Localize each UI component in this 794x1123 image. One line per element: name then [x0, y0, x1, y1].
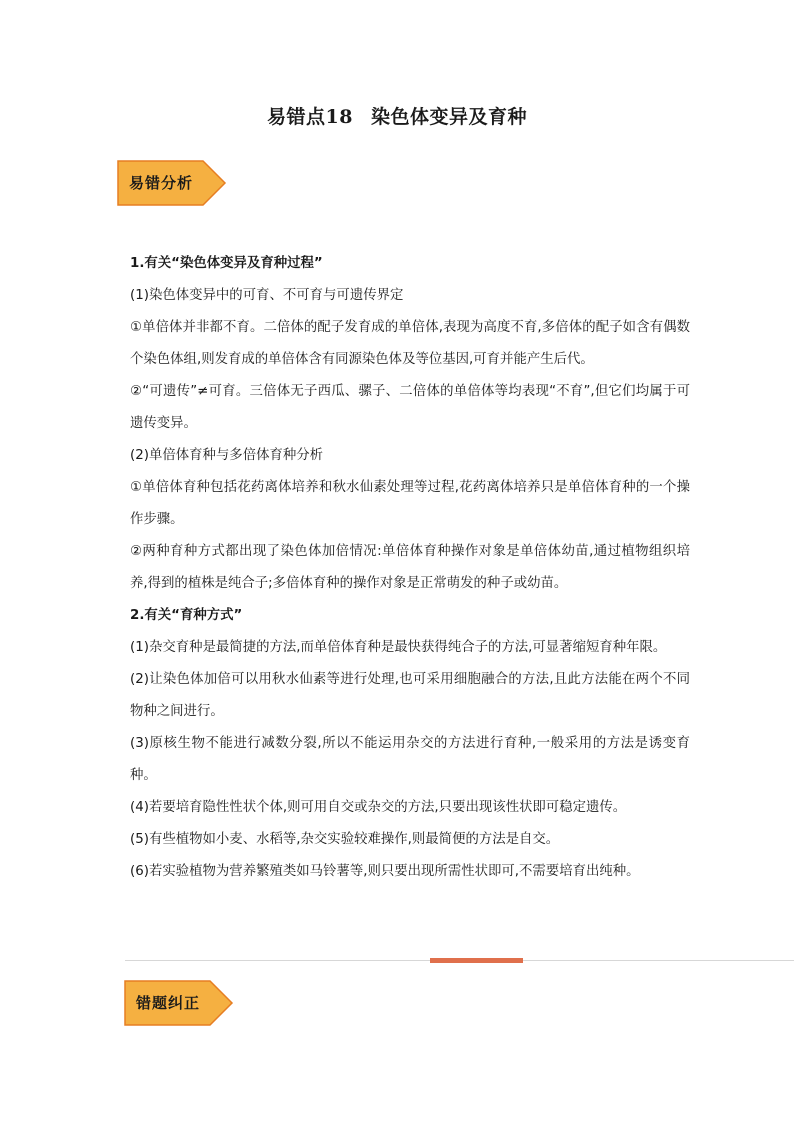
paragraph-heading-1: 1.有关“染色体变异及育种过程” — [130, 256, 323, 271]
section-tag-label: 错题纠正 — [136, 994, 201, 1012]
section-tag-analysis — [117, 160, 227, 206]
paragraph-heading-2: 2.有关“育种方式” — [130, 608, 243, 623]
paragraph: ①单倍体育种包括花药离体培养和秋水仙素处理等过程,花药离体培养只是单倍体育种的一个操作步骤。 — [130, 480, 690, 527]
page-title — [0, 102, 794, 129]
paragraph: (1)杂交育种是最简捷的方法,而单倍体育种是最快获得纯合子的方法,可显著缩短育种年限。 — [130, 640, 667, 655]
paragraph: (6)若实验植物为营养繁殖类如马铃薯等,则只要出现所需性状即可,不需要培育出纯种。 — [130, 864, 640, 879]
paragraph: (5)有些植物如小麦、水稻等,杂交实验较难操作,则最简便的方法是自交。 — [130, 832, 560, 847]
paragraph: ②两种育种方式都出现了染色体加倍情况:单倍体育种操作对象是单倍体幼苗,通过植物组织培养,得到的植株是纯合子;多倍体育种的操作对象是正常萌发的种子或幼苗。 — [130, 544, 690, 591]
paragraph: ①单倍体并非都不育。二倍体的配子发育成的单倍体,表现为高度不育,多倍体的配子如含有偶数个染色体组,则发育成的单倍体含有同源染色体及等位基因,可育并能产生后代。 — [130, 320, 690, 367]
paragraph: ②“可遗传”≠可育。三倍体无子西瓜、骡子、二倍体的单倍体等均表现“不育”,但它们均属于可遗传变异。 — [130, 384, 690, 431]
paragraph: (1)染色体变异中的可育、不可育与可遗传界定 — [130, 288, 404, 303]
paragraph: (3)原核生物不能进行减数分裂,所以不能运用杂交的方法进行育种,一般采用的方法是诱变育种。 — [130, 736, 690, 783]
section-divider — [125, 960, 794, 961]
paragraph: (4)若要培育隐性性状个体,则可用自交或杂交的方法,只要出现该性状即可稳定遗传。 — [130, 800, 627, 815]
section-tag-correction — [124, 980, 234, 1026]
analysis-content — [130, 248, 690, 888]
title-prefix: 易错点18 — [267, 106, 353, 128]
section-tag-label: 易错分析 — [129, 174, 194, 192]
paragraph: (2)让染色体加倍可以用秋水仙素等进行处理,也可采用细胞融合的方法,且此方法能在两个不同物种之间进行。 — [130, 672, 690, 719]
paragraph: (2)单倍体育种与多倍体育种分析 — [130, 448, 324, 463]
divider-accent — [430, 958, 523, 963]
title-main: 染色体变异及育种 — [370, 106, 527, 128]
